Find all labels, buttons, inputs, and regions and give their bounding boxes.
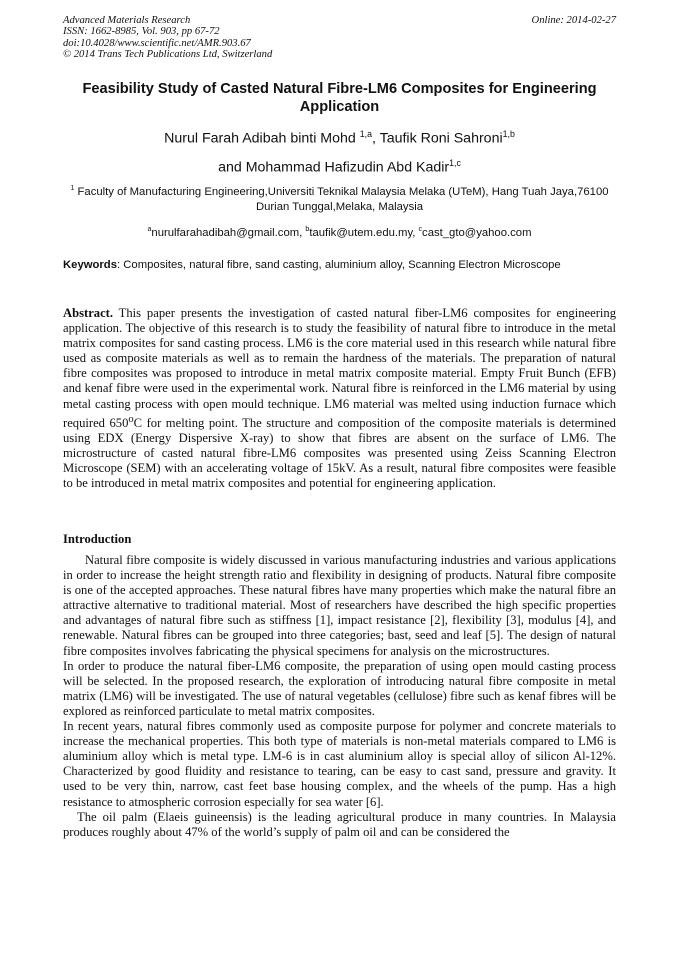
email-c-mark: c — [418, 226, 423, 233]
email-a-mark: a — [147, 226, 152, 233]
author-2-affiliation-mark: 1,b — [502, 129, 515, 139]
keywords-text: : Composites, natural fibre, sand casting, aluminium alloy, Scanning Electron Microscope — [117, 259, 561, 271]
author-1-name: Nurul Farah Adibah binti Mohd — [164, 130, 360, 147]
email-b[interactable]: taufik@utem.edu.my, — [309, 226, 419, 239]
paper-title: Feasibility Study of Casted Natural Fibre-LM6 Composites for Engineering Application — [82, 81, 597, 115]
degree-mark: o — [128, 413, 134, 425]
journal-doi: doi:10.4028/www.scientific.net/AMR.903.67 — [63, 37, 251, 49]
introduction-heading: Introduction — [63, 532, 132, 546]
journal-copyright: © 2014 Trans Tech Publications Ltd, Switzerland — [63, 49, 273, 61]
abstract — [63, 306, 616, 491]
journal-header — [63, 15, 616, 61]
abstract-text-part1: This paper presents the investigation of casted natural fiber-LM6 composites for engineering application. The objective of this research is to study the feasibility of natural fibre to introduce in the metal matrix composites for sand casting process. LM6 is the core material used in this research while natural fibre used as composite materials as well as to remain the hardness of the materials. The preparation of natural fibre composites was proposed to introduce in metal matrix composite material. Empty Fruit Bunch (EFB) and kenaf fibre were used in the experimental work. Natural fibre is reinforced in the LM6 material by using metal casting process with open mould technique. LM6 material was melted using induction furnace which required 650 — [63, 306, 616, 430]
author-emails — [63, 222, 616, 241]
email-c[interactable]: cast_gto@yahoo.com — [422, 226, 532, 239]
email-a[interactable]: nurulfarahadibah@gmail.com, — [151, 226, 306, 239]
keywords — [63, 258, 616, 273]
author-1-affiliation-mark: 1,a — [359, 129, 372, 139]
online-date: Online: 2014-02-27 — [531, 15, 616, 26]
affiliation-mark: 1 — [70, 185, 75, 192]
author-3-name: and Mohammad Hafizudin Abd Kadir — [218, 159, 450, 176]
intro-paragraph-1: Natural fibre composite is widely discussed in various manufacturing industries and various applications in order to increase the height strength ratio and flexibility in designing of products. Natural fibre composite is one of the accepted approaches. These natural fibres have many properties which make the natural fibre an attractive alternative to traditional material. Most of researchers have described the high specific properties and advantages of natural fibre such as stiffness [1], impact resistance [2], flexibility [3], modulus [4], and renewable. Natural fibres can be grouped into three categories; bast, seed and leaf [5]. The design of natural fibre composites involves fabricating the physical specimens for analysis on the microstructures. — [63, 553, 616, 658]
introduction-body — [63, 553, 616, 840]
abstract-label: Abstract. — [63, 306, 114, 320]
email-b-mark: b — [305, 226, 310, 233]
intro-paragraph-3: In recent years, natural fibres commonly used as composite purpose for polymer and concrete materials to increase the mechanical properties. This both type of materials is non-metal materials compared to LM6 is aluminium alloy which is metal type. LM-6 is in cast aluminium alloy is special alloy of silicon Al-12%. Characterized by good fluidity and resistance to tearing, can be easy to cast sand, pressure and gravity. It used to be very thin, narrow, cast feet base housing complex, and the wheels of the pump. Has a high resistance to atmospheric corrosion especially for sea water [6]. — [63, 719, 616, 809]
author-3-affiliation-mark: 1,c — [449, 157, 461, 168]
author-list — [63, 122, 616, 179]
journal-issn: ISSN: 1662-8985, Vol. 903, pp 67-72 — [63, 26, 220, 38]
journal-name: Advanced Materials Research — [63, 15, 191, 26]
affiliation-text: Faculty of Manufacturing Engineering,Universiti Teknikal Malaysia Melaka (UTeM), Hang Tuah Jaya,76100 Durian Tunggal,Melaka, Malaysia — [77, 185, 609, 214]
intro-paragraph-2: In order to produce the natural fiber-LM6 composite, the preparation of using open mould casting process will be selected. In the proposed research, the exploration of introducing natural fibre composite in metal matrix (LM6) will be investigated. The use of natural vegetables (cellulose) fibre such as kenaf fibres will be explored as reinforced particulate to metal matrix composites. — [63, 658, 616, 718]
abstract-text-part2: C for melting point. The structure and composition of the composite materials is determined using EDX (Energy Dispersive X-ray) to show that fibres are absent on the surface of LM6. The microstructure of casted natural fibre-LM6 composites was presented using Zeiss Scanning Electron Microscope (SEM) with an accelerating voltage of 15kV. As a result, natural fibre composites were feasible to be introduced in metal matrix composites and potential for engineering application. — [63, 415, 616, 491]
keywords-label: Keywords — [63, 259, 117, 271]
author-2-name: , Taufik Roni Sahroni — [371, 130, 503, 147]
intro-paragraph-4: The oil palm (Elaeis guineensis) is the leading agricultural produce in many countries. In Malaysia produces roughly about 47% of the world’s supply of palm oil and can be considered the — [63, 809, 616, 839]
affiliation — [63, 181, 616, 216]
